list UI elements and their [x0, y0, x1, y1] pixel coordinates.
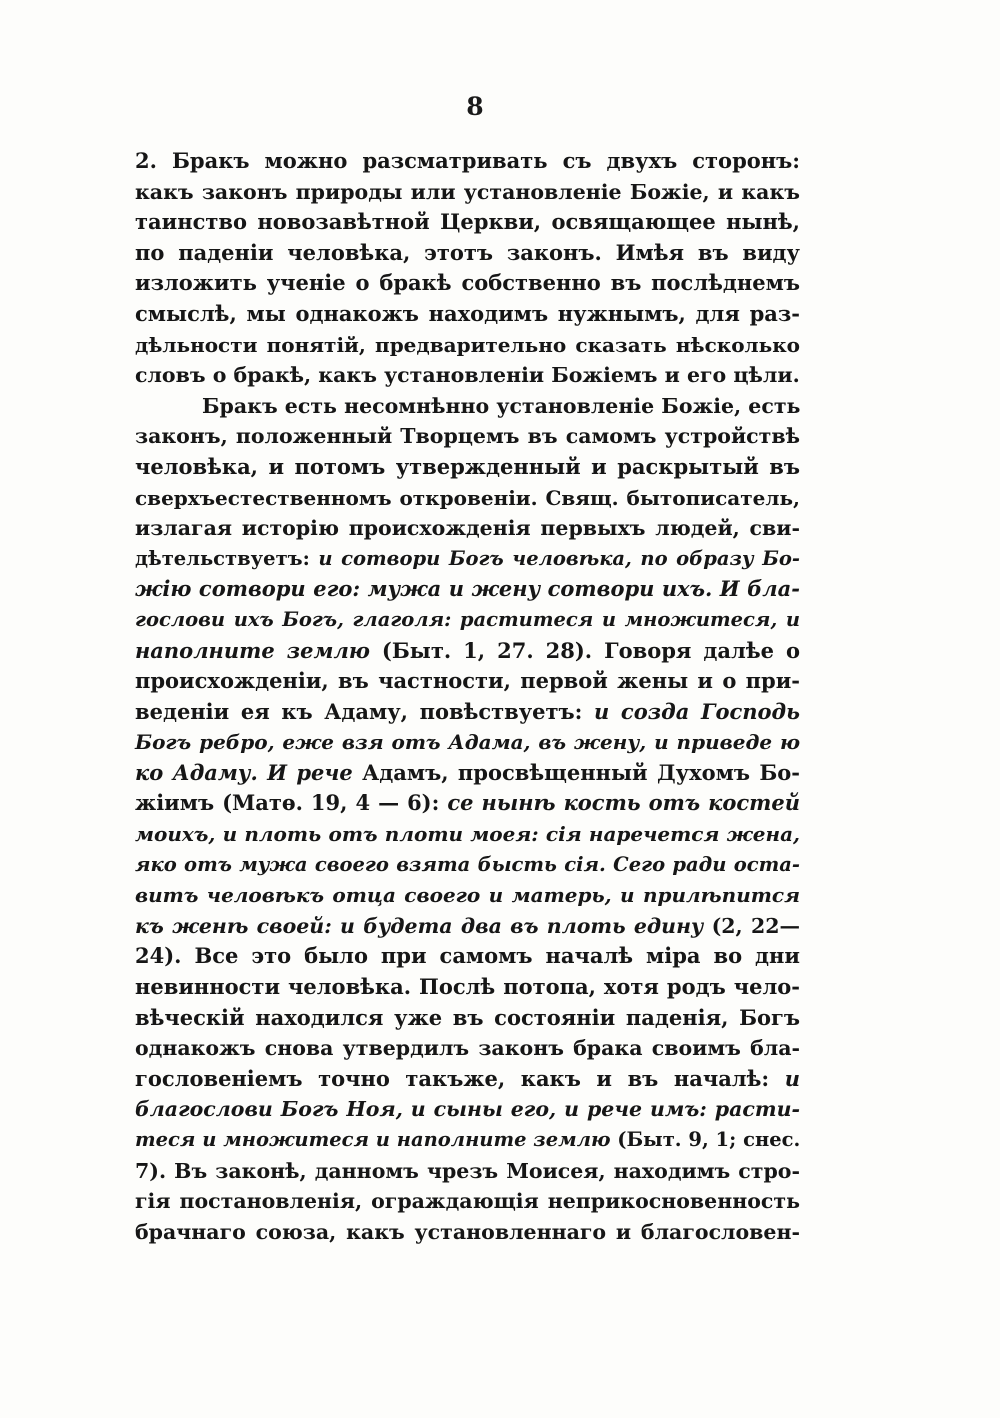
- text-line: гослови ихъ Богъ, глаголя: раститеся и множитеся, и: [135, 607, 800, 631]
- text-line: дѣльности понятій, предварительно сказать нѣсколько: [135, 332, 800, 357]
- text-line: къ женѣ своей: и будета два въ плоть едину (2, 22—: [135, 913, 800, 938]
- text-line: 24). Все это было при самомъ началѣ міра во дни: [135, 943, 800, 969]
- text-line: моихъ, и плоть отъ плоти моея: сія наречется жена,: [135, 822, 800, 847]
- text-line: 7). Въ законѣ, данномъ чрезъ Моисея, находимъ стро-: [135, 1158, 800, 1183]
- text-line: 2. Бракъ можно разсматривать съ двухъ сторонъ:: [135, 148, 800, 173]
- body-text: [135, 146, 800, 1247]
- text-line: излагая исторію происхожденія первыхъ людей, сви-: [135, 516, 800, 541]
- text-line: по паденіи человѣка, этотъ законъ. Имѣя въ виду: [135, 239, 800, 265]
- text-line: законъ, положенный Творцемъ въ самомъ устройствѣ: [135, 424, 800, 449]
- text-line: Бракъ есть несомнѣнно установленіе Божіе, есть: [202, 393, 801, 418]
- text-line: благослови Богъ Ноя, и сыны его, и рече имъ: расти-: [135, 1097, 800, 1122]
- text-line: словъ о бракѣ, какъ установленіи Божіемъ и его цѣли.: [135, 363, 800, 388]
- text-line: дѣтельствуетъ: и сотвори Богъ человѣка, по образу Бо-: [135, 546, 800, 570]
- text-line: вѣческій находился уже въ состояніи паденія, Богъ: [135, 1004, 800, 1030]
- text-line: какъ законъ природы или установленіе Божіе, и какъ: [135, 179, 800, 204]
- text-line: ко Адаму. И рече Адамъ, просвѣщенный Духомъ Бо-: [135, 759, 800, 785]
- text-line: жіимъ (Матѳ. 19, 4 — 6): се нынѣ кость отъ костей: [135, 790, 801, 816]
- text-line: гословеніемъ точно такъже, какъ и въ началѣ: и: [135, 1065, 800, 1091]
- text-line: яко отъ мужа своего взята бысть сія. Сего ради оста-: [135, 852, 800, 876]
- text-line: смыслѣ, мы однакожъ находимъ нужнымъ, для раз-: [135, 300, 800, 326]
- text-line: гія постановленія, ограждающія неприкосновенность: [135, 1189, 800, 1214]
- text-line: теся и множитеся и наполните землю (Быт. 9, 1; снес.: [135, 1128, 801, 1151]
- text-line: веденіи ея къ Адаму, повѣствуетъ: и созда Господь: [135, 698, 800, 724]
- page-number: 8: [466, 92, 484, 121]
- text-line: происхожденіи, въ частности, первой жены и о при-: [135, 668, 800, 694]
- text-line: брачнаго союза, какъ установленнаго и благословен-: [135, 1219, 800, 1244]
- text-line: таинство новозавѣтной Церкви, освящающее нынѣ,: [135, 209, 800, 235]
- text-line: сверхъестественномъ откровеніи. Свящ. бытописатель,: [135, 485, 800, 510]
- text-line: жію сотвори его: мужа и жену сотвори ихъ. И бла-: [135, 576, 800, 602]
- text-line: однакожъ снова утвердилъ законъ брака своимъ бла-: [135, 1036, 800, 1061]
- text-line: Богъ ребро, еже взя отъ Адама, въ жену, и приведе ю: [135, 730, 800, 755]
- text-line: наполните землю (Быт. 1, 27. 28). Говоря далѣе о: [135, 637, 800, 663]
- text-line: человѣка, и потомъ утвержденный и раскрытый въ: [135, 453, 800, 479]
- text-line: изложить ученіе о бракѣ собственно въ послѣднемъ: [135, 270, 800, 296]
- text-line: невинности человѣка. Послѣ потопа, хотя родъ чело-: [135, 974, 800, 1000]
- text-line: витъ человѣкъ отца своего и матерь, и прилѣпится: [135, 883, 800, 908]
